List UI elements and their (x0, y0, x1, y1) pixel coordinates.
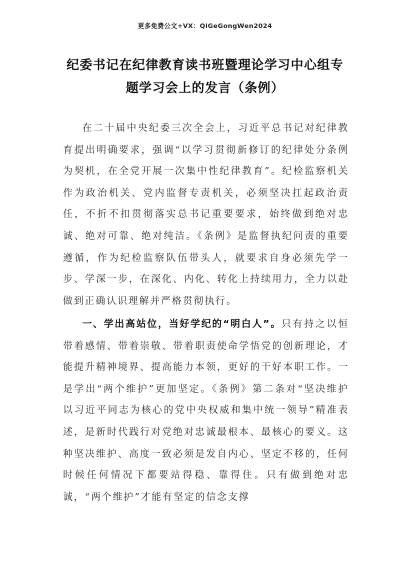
header-note: 更多免费公文+VX：QiGeGongWen2024 (137, 22, 273, 30)
intro-paragraph: 在二十届中央纪委三次全会上，习近平总书记对纪律教育提出明确要求，强调“以学习贯彻新修订的纪律处分条例为契机，在全党开展一次集中性纪律教育”。纪检监察机关作为政治机关、党内监督专责机关，必须坚决扛起政治责任，不折不扣贯彻落实总书记重要要求，始终做到绝对忠诚、绝对可靠、绝对纯洁。《条例》是监督执纪问责的重要遵循，作为纪检监察队伍带头人，就要求自身必须先学一步、学深一步，在深化、内化、转化上持续用力，全力以赴做到正确认识理解并严格贯彻执行。 (63, 123, 349, 307)
document-title: 纪委书记在纪律教育读书班暨理论学习中心组专题学习会上的发言（条例） (66, 57, 344, 95)
section-1-text: 只有持之以恒带着感情、带着崇敬、带着职责使命学悟党的创新理论，才能提升精神境界、提高能力本领，更好的干好本职工作。一是学出“两个维护”更加坚定。《条例》第二条对“坚决维护以习近平同志为核心的党中央权威和集中统一领导”精准表述，是新时代践行对党绝对忠诚最根本、最核心的要义。这种坚决维护、高度一致必须是发自内心、坚定不移的，任何时候任何情况下都要站得稳、靠得住。只有做到绝对忠诚，“两个维护”才能有坚定的信念支撑 (63, 319, 349, 503)
section-1-heading: 一、学出高站位，当好学纪的“明白人”。 (82, 319, 282, 330)
section-1-paragraph (63, 314, 349, 508)
